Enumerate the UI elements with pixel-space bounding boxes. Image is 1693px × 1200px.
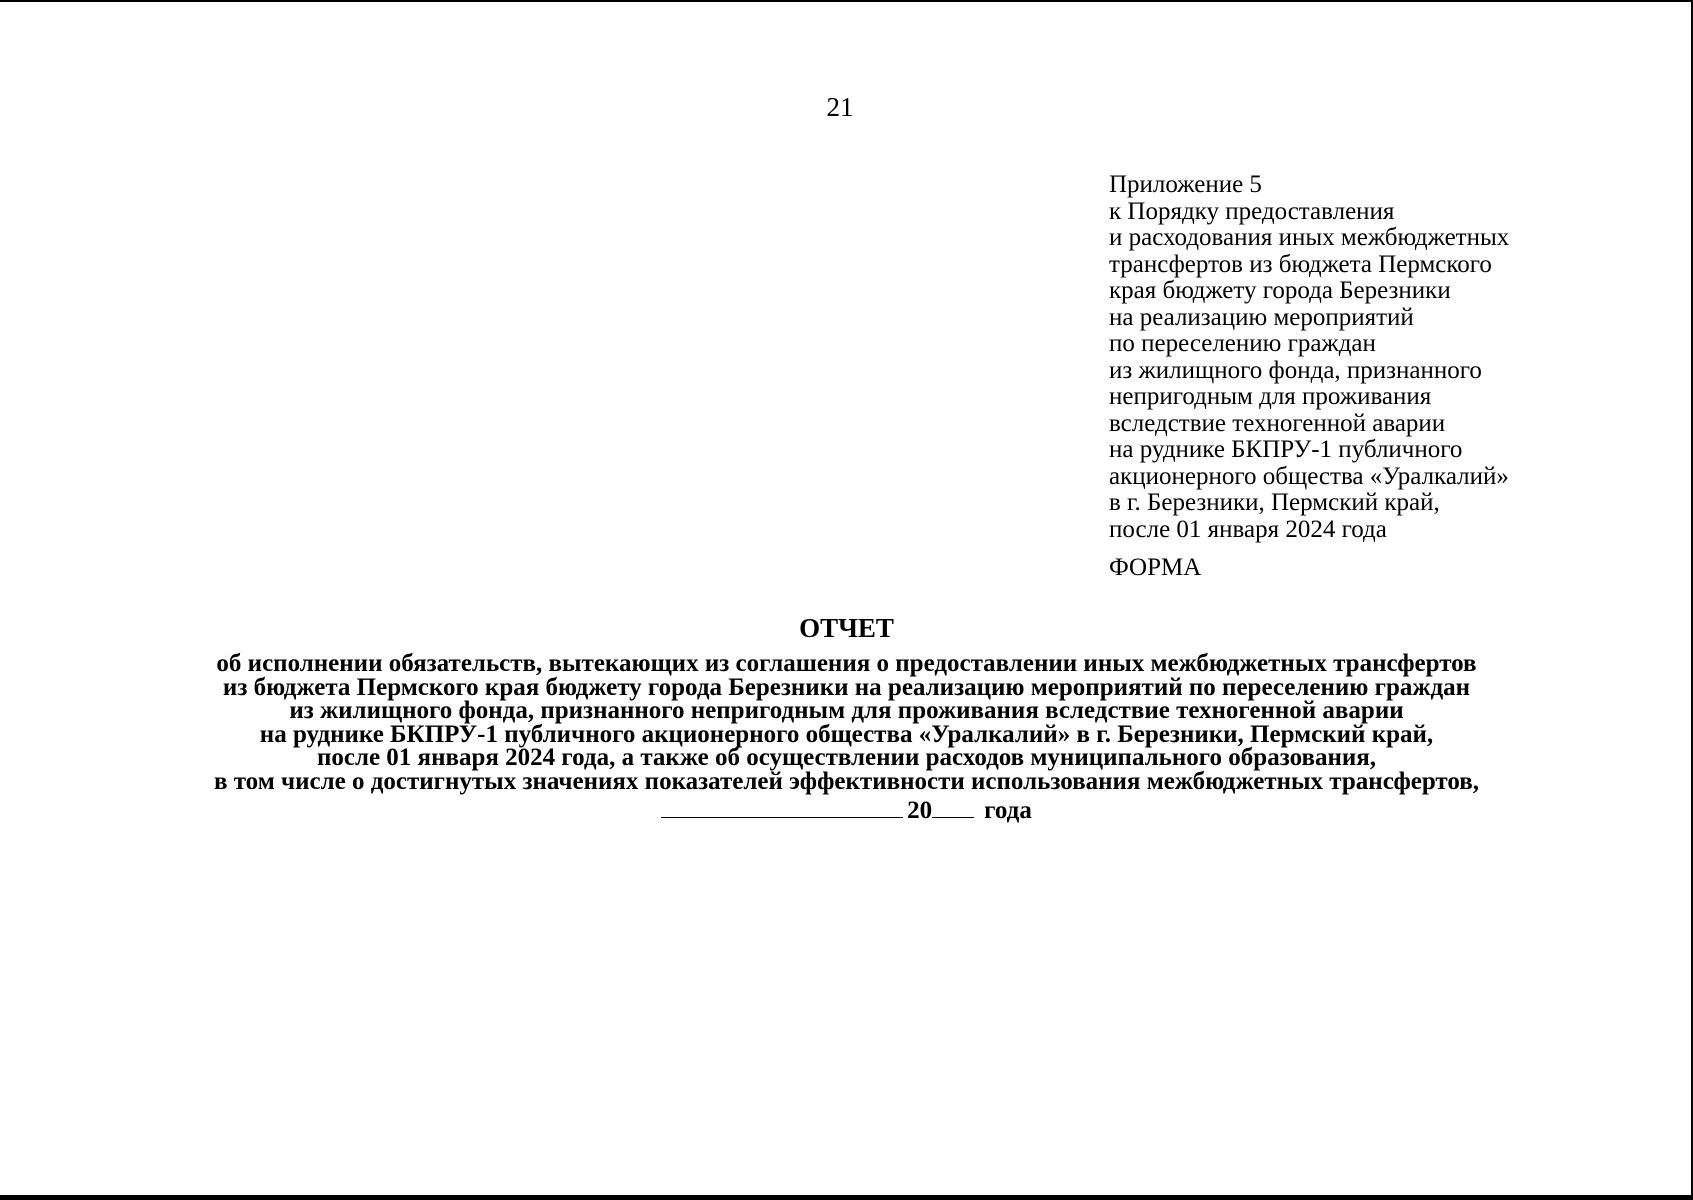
form-label: ФОРМА [1109,554,1202,581]
appendix-line: трансфертов из бюджета Пермского [1109,250,1492,278]
report-subtitle-line: на руднике БКПРУ-1 публичного акционерного общества «Уралкалий» в г. Березники, Пермский край, [259,720,1434,748]
appendix-line: на реализацию мероприятий [1109,303,1414,331]
appendix-line: края бюджету города Березники [1109,277,1451,304]
page-border-top [0,0,1693,2]
appendix-line: на руднике БКПРУ-1 публичного [1109,436,1463,463]
appendix-line: Приложение 5 [1109,171,1262,198]
year-blank-field [932,797,974,818]
appendix-line: из жилищного фонда, признанного [1109,356,1482,384]
report-subtitle [0,652,1693,794]
year-prefix: 20 [907,797,933,824]
page-border-bottom [0,1195,1693,1200]
appendix-line: вследствие техногенной аварии [1109,409,1446,437]
appendix-line: к Порядку предоставления [1109,197,1395,225]
report-subtitle-line: в том числе о достигнутых значениях показателей эффективности использования межбюджетных трансфертов, [213,767,1480,795]
appendix-line: непригодным для проживания [1109,383,1432,410]
appendix-line: в г. Березники, Пермский край, [1109,489,1440,516]
appendix-line: по переселению граждан [1109,330,1376,357]
appendix-line: акционерного общества «Уралкалий» [1109,462,1509,490]
appendix-line: и расходования иных межбюджетных [1109,224,1510,251]
report-subtitle-line: об исполнении обязательств, вытекающих из соглашения о предоставлении иных межбюджетных трансфертов [216,650,1477,677]
appendix-line: после 01 января 2024 года [1109,515,1387,543]
date-suffix: года [984,797,1032,824]
report-title: ОТЧЕТ [799,613,894,643]
appendix-block [1109,172,1509,543]
date-blank-field [661,797,903,818]
report-subtitle-line: из бюджета Пермского края бюджету города Березники на реализацию мероприятий по переселению граждан [222,673,1471,701]
page-number: 21 [826,92,854,122]
report-subtitle-line: после 01 января 2024 года, а также об осуществлении расходов муниципального образования, [316,744,1377,772]
report-date-line [0,797,1693,824]
report-subtitle-line: из жилищного фонда, признанного непригодным для проживания вследствие техногенной аварии [289,697,1404,725]
